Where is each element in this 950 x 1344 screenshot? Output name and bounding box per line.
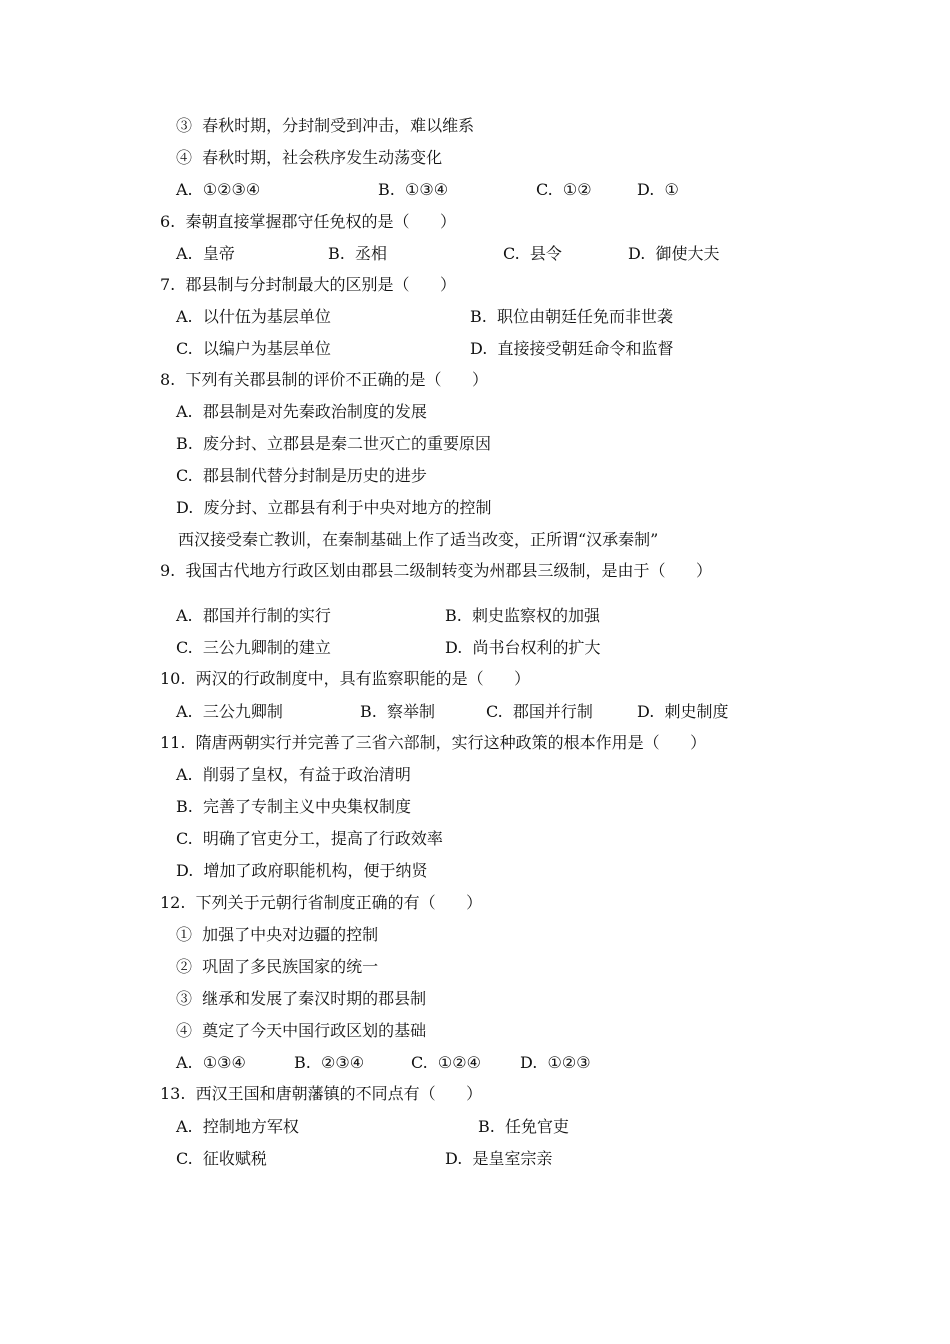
q12-item-3: ③ 继承和发展了秦汉时期的郡县制: [176, 989, 427, 1008]
q11-stem: 11. 隋唐两朝实行并完善了三省六部制，实行这种政策的根本作用是（ ）: [160, 733, 707, 752]
q9-option-a: A. 郡国并行制的实行: [176, 606, 331, 625]
q13-option-b: B. 任免官吏: [478, 1117, 570, 1136]
q5-item-4: ④ 春秋时期，社会秩序发生动荡变化: [176, 148, 443, 167]
q12-stem: 12. 下列关于元朝行省制度正确的有（ ）: [160, 893, 483, 912]
q5-option-c: C. ①②: [536, 180, 592, 199]
q10-option-c: C. 郡国并行制: [486, 702, 593, 721]
q8-option-b: B. 废分封、立郡县是秦二世灭亡的重要原因: [176, 434, 492, 453]
q10-option-b: B. 察举制: [360, 702, 436, 721]
q7-option-b: B. 职位由朝廷任免而非世袭: [470, 307, 674, 326]
q10-option-d: D. 刺史制度: [637, 702, 729, 721]
q5-option-b: B. ①③④: [378, 180, 449, 199]
q6-option-b: B. 丞相: [328, 244, 388, 263]
q8-stem: 8. 下列有关郡县制的评价不正确的是（ ）: [160, 370, 488, 389]
q12-option-a: A. ①③④: [176, 1053, 246, 1072]
q10-option-a: A. 三公九卿制: [176, 702, 283, 721]
q13-stem: 13. 西汉王国和唐朝藩镇的不同点有（ ）: [160, 1084, 483, 1103]
q11-option-c: C. 明确了官吏分工，提高了行政效率: [176, 829, 443, 848]
q6-stem: 6. 秦朝直接掌握郡守任免权的是（ ）: [160, 212, 456, 231]
q6-option-a: A. 皇帝: [176, 244, 235, 263]
q7-stem: 7. 郡县制与分封制最大的区别是（ ）: [160, 275, 456, 294]
q7-option-c: C. 以编户为基层单位: [176, 339, 331, 358]
q8-option-c: C. 郡县制代替分封制是历史的进步: [176, 466, 427, 485]
q5-option-a: A. ①②③④: [176, 180, 261, 199]
q5-option-d: D. ①: [637, 180, 679, 199]
q9-option-b: B. 刺史监察权的加强: [445, 606, 601, 625]
q12-option-b: B. ②③④: [294, 1053, 365, 1072]
q13-option-d: D. 是皇室宗亲: [445, 1149, 553, 1168]
q13-option-a: A. 控制地方军权: [176, 1117, 299, 1136]
q9-option-d: D. 尚书台权利的扩大: [445, 638, 601, 657]
q11-option-a: A. 削弱了皇权，有益于政治清明: [176, 765, 411, 784]
q9-option-c: C. 三公九卿制的建立: [176, 638, 331, 657]
q8-option-d: D. 废分封、立郡县有利于中央对地方的控制: [176, 498, 492, 517]
q12-item-2: ② 巩固了多民族国家的统一: [176, 957, 379, 976]
q6-option-c: C. 县令: [503, 244, 562, 263]
passage-text: 西汉接受秦亡教训，在秦制基础上作了适当改变，正所谓“汉承秦制”: [178, 530, 659, 549]
q12-item-4: ④ 奠定了今天中国行政区划的基础: [176, 1021, 427, 1040]
q11-option-d: D. 增加了政府职能机构，便于纳贤: [176, 861, 428, 880]
q9-stem: 9. 我国古代地方行政区划由郡县二级制转变为州郡县三级制，是由于（ ）: [160, 561, 712, 580]
q13-option-c: C. 征收赋税: [176, 1149, 267, 1168]
q6-option-d: D. 御使大夫: [628, 244, 720, 263]
q8-option-a: A. 郡县制是对先秦政治制度的发展: [176, 402, 427, 421]
q12-option-d: D. ①②③: [520, 1053, 591, 1072]
q5-item-3: ③ 春秋时期，分封制受到冲击，难以维系: [176, 116, 475, 135]
q7-option-a: A. 以什伍为基层单位: [176, 307, 331, 326]
q12-item-1: ① 加强了中央对边疆的控制: [176, 925, 379, 944]
q11-option-b: B. 完善了专制主义中央集权制度: [176, 797, 412, 816]
q12-option-c: C. ①②④: [411, 1053, 481, 1072]
q10-stem: 10. 两汉的行政制度中，具有监察职能的是（ ）: [160, 669, 531, 688]
q7-option-d: D. 直接接受朝廷命令和监督: [470, 339, 674, 358]
